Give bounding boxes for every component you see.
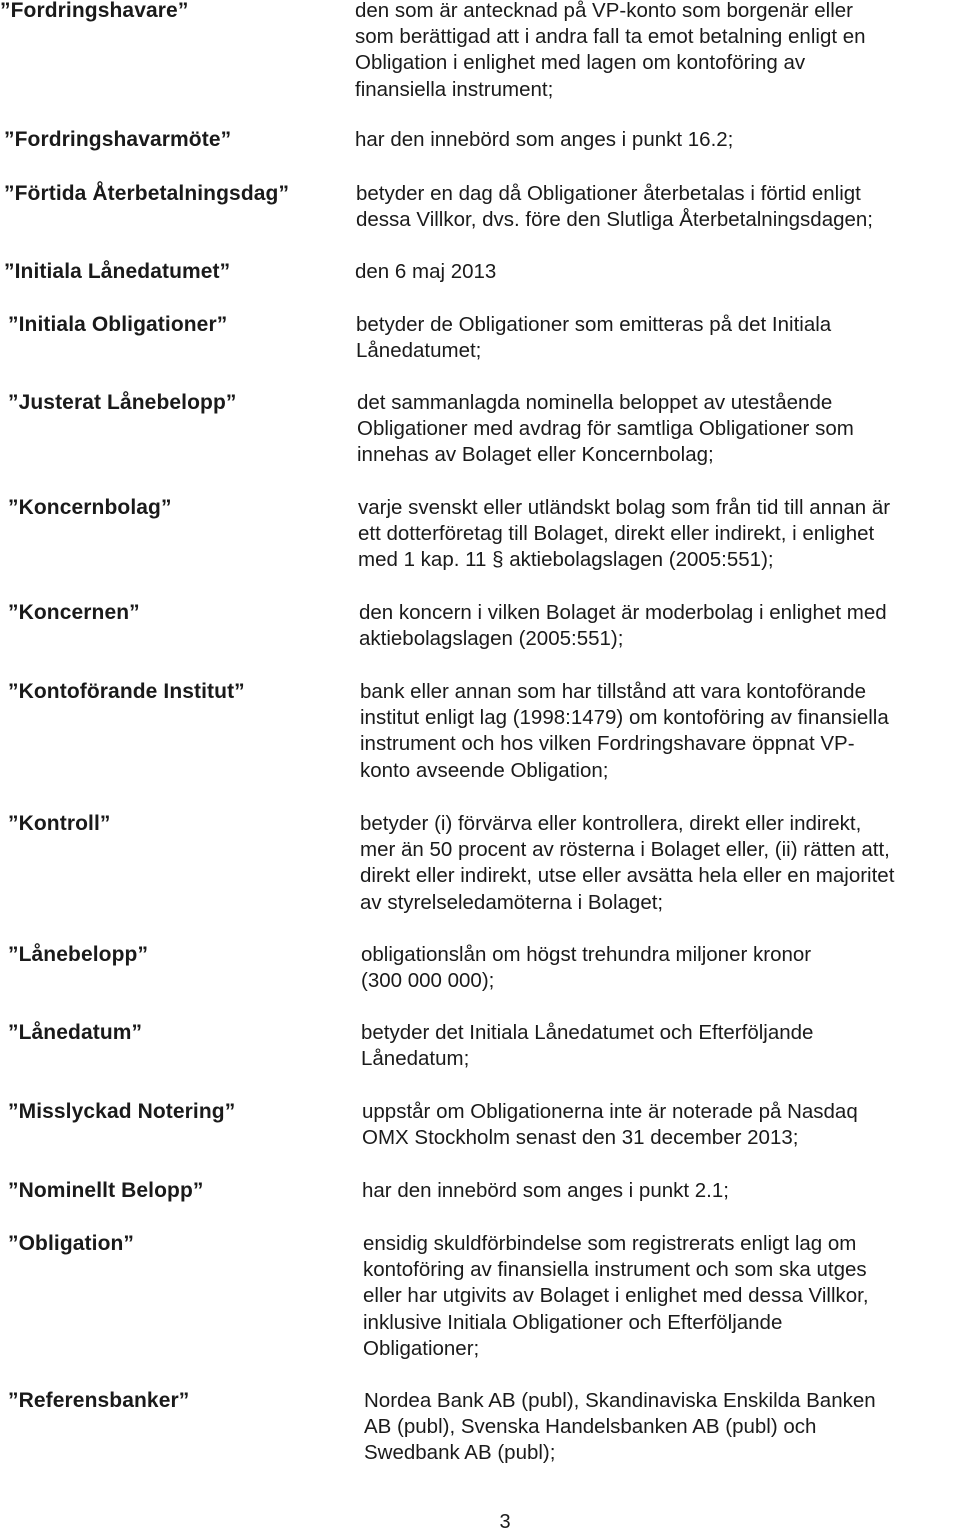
- definition-term: ”Misslyckad Notering”: [8, 1100, 236, 1123]
- definition-term: ”Fordringshavare”: [0, 0, 189, 22]
- definition-text: den 6 maj 2013: [355, 260, 497, 283]
- definition-text: har den innebörd som anges i punkt 16.2;: [355, 128, 734, 151]
- definition-term: ”Initiala Obligationer”: [8, 313, 228, 336]
- definition-term: ”Obligation”: [8, 1232, 135, 1255]
- definition-text: betyder (i) förvärva eller kontrollera, direkt eller indirekt, mer än 50 procent av rösterna i Bolaget eller, (ii) rätten att, direkt eller indirekt, utse eller avsätta hela eller en majoritet av styrelseledamöterna i Bolaget;: [360, 812, 895, 914]
- definition-term: ”Kontroll”: [8, 812, 111, 835]
- page-number: 3: [499, 1511, 511, 1533]
- definition-text: den som är antecknad på VP-konto som borgenär eller som berättigad att i andra fall ta emot betalning enligt en Obligation i enlighet med lagen om kontoföring av finansiella instrument;: [355, 0, 866, 101]
- definition-term: ”Initiala Lånedatumet”: [4, 260, 231, 283]
- definition-term: ”Lånedatum”: [8, 1021, 143, 1044]
- definition-text: varje svenskt eller utländskt bolag som från tid till annan är ett dotterföretag till Bolaget, direkt eller indirekt, i enlighet med 1 kap. 11 § aktiebolagslagen (2005:551);: [358, 496, 891, 572]
- definition-text: har den innebörd som anges i punkt 2.1;: [362, 1179, 729, 1202]
- definition-term: ”Kontoförande Institut”: [8, 680, 245, 703]
- definition-term: ”Nominellt Belopp”: [8, 1179, 204, 1202]
- definition-text: betyder de Obligationer som emitteras på det Initiala Lånedatumet;: [356, 313, 832, 363]
- definition-text: ensidig skuldförbindelse som registrerats enligt lag om kontoföring av finansiella instrument och som ska utges eller har utgivits av Bolaget i enlighet med dessa Villkor, inklusive Initiala Obligationer och Efterföljande Obligationer;: [363, 1232, 869, 1360]
- definition-term: ”Koncernen”: [8, 601, 140, 624]
- definition-text: betyder det Initiala Lånedatumet och Efterföljande Lånedatum;: [361, 1021, 814, 1071]
- definition-text: bank eller annan som har tillstånd att vara kontoförande institut enligt lag (1998:1479) om kontoföring av finansiella instrument och hos vilken Fordringshavare öppnat VP- konto avseende Obligation;: [360, 680, 889, 782]
- definition-term: ”Förtida Återbetalningsdag”: [4, 182, 290, 205]
- definition-text: den koncern i vilken Bolaget är moderbolag i enlighet med aktiebolagslagen (2005:551);: [359, 601, 887, 651]
- definition-term: ”Justerat Lånebelopp”: [8, 391, 237, 414]
- definition-term: ”Referensbanker”: [8, 1389, 190, 1412]
- definition-term: ”Lånebelopp”: [8, 943, 149, 966]
- definition-text: Nordea Bank AB (publ), Skandinaviska Enskilda Banken AB (publ), Svenska Handelsbanken AB (publ) och Swedbank AB (publ);: [364, 1389, 876, 1465]
- definition-text: uppstår om Obligationerna inte är noterade på Nasdaq OMX Stockholm senast den 31 december 2013;: [362, 1100, 858, 1150]
- definition-text: obligationslån om högst trehundra miljoner kronor (300 000 000);: [361, 943, 812, 993]
- definition-term: ”Fordringshavarmöte”: [4, 128, 232, 151]
- definition-text: det sammanlagda nominella beloppet av utestående Obligationer med avdrag för samtliga Obligationer som innehas av Bolaget eller Koncernbolag;: [357, 391, 854, 467]
- definition-text: betyder en dag då Obligationer återbetalas i förtid enligt dessa Villkor, dvs. före den Slutliga Återbetalningsdagen;: [356, 182, 874, 232]
- definition-term: ”Koncernbolag”: [8, 496, 172, 519]
